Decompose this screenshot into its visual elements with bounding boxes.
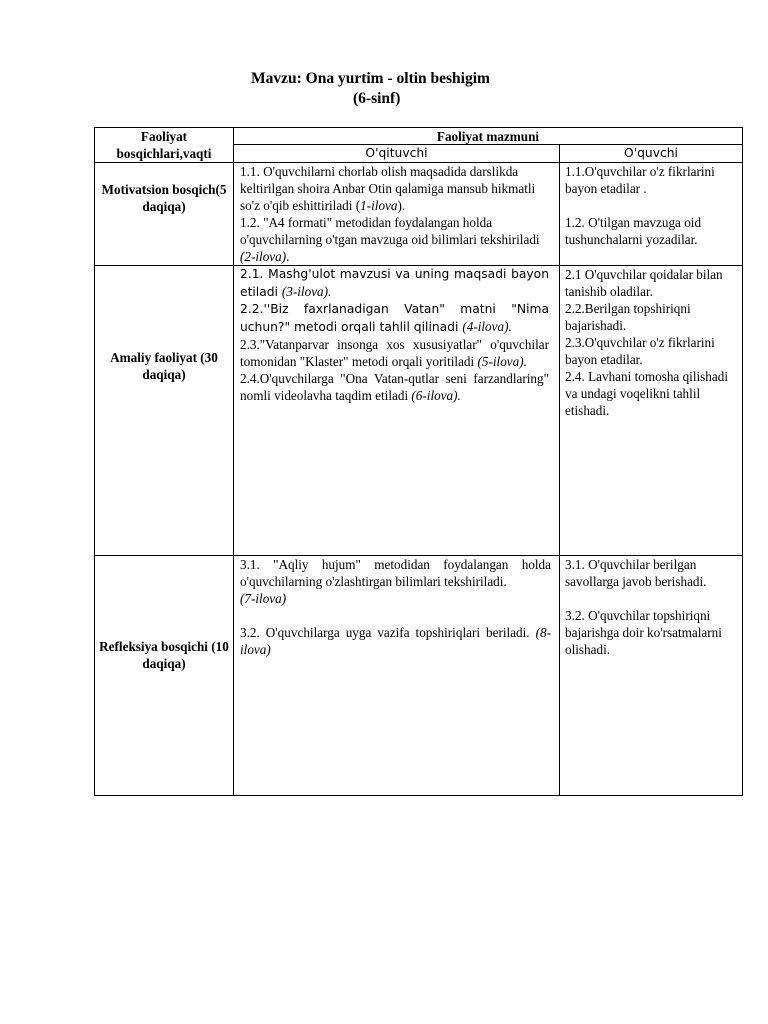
- header-stage-label: Faoliyat bosqichlari,vaqti: [116, 129, 212, 161]
- teacher-item: 2.4.O'quvchilarga "Ona Vatan-qutlar seni farzandlaring" nomli videolavha taqdim etiladi (6-ilova).: [240, 371, 549, 403]
- teacher-item: 3.2. O'quvchilarga uyga vazifa topshiriqlari beriladi. (8-ilova): [240, 625, 551, 657]
- student-item: 3.1. O'quvchilar berilgan savollarga javob berishadi.: [565, 557, 707, 589]
- header-teacher: [234, 145, 559, 162]
- student-item: 2.3.O'quvchilar o'z fikrlarini bayon etadilar.: [565, 335, 715, 367]
- stage-motivatsion: [98, 181, 230, 215]
- header-student: [560, 145, 742, 162]
- student-item: 1.2. O'tilgan mavzuga oid tushunchalarni yozadilar.: [565, 215, 702, 247]
- teacher-activities-amaliy: [240, 266, 549, 404]
- student-item: 2.2.Berilgan topshiriqni bajarishadi.: [565, 301, 691, 333]
- title-line-1: Mavzu: Ona yurtim - oltin beshigim: [251, 70, 490, 87]
- student-item: 2.1 O'quvchilar qoidalar bilan tanishib oladilar.: [565, 267, 723, 299]
- student-item: 3.2. O'quvchilar topshiriqni bajarishga doir ko'rsatmalarni olishadi.: [565, 608, 722, 657]
- header-content-label: Faoliyat mazmuni: [436, 129, 540, 144]
- stage-refleksiya: [98, 638, 230, 672]
- teacher-item: 2.1. Mashg'ulot mavzusi va uning maqsadi bayon etiladi (3-ilova).: [240, 267, 549, 299]
- teacher-item: 1.2. "A4 formati" metodidan foydalangan holda o'quvchilarning o'tgan mavzuga oid bilimlari tekshiriladi (2-ilova).: [240, 215, 540, 264]
- teacher-item: 2.3."Vatanparvar insonga xos xususiyatlar" o'quvchilar tomonidan "Klaster" metodi orqali yoritiladi (5-ilova).: [240, 337, 549, 369]
- student-item: 2.4. Lavhani tomosha qilishadi va undagi voqelikni tahlil etishadi.: [565, 369, 728, 418]
- stage-label: Refleksiya bosqichi (10 daqiqa): [99, 639, 229, 671]
- header-stage-column: [95, 128, 233, 162]
- student-activities-refleksiya: [565, 556, 737, 658]
- teacher-activities-refleksiya: [240, 556, 551, 658]
- header-student-label: O'quvchi: [624, 146, 678, 160]
- stage-label: Motivatsion bosqich(5 daqiqa): [101, 182, 227, 214]
- stage-amaliy: [98, 349, 230, 383]
- student-activities-amaliy: [565, 266, 737, 419]
- student-item: 1.1.O'quvchilar o'z fikrlarini bayon etadilar .: [565, 164, 715, 196]
- header-content: [234, 128, 742, 145]
- teacher-item: 2.2.''Biz faxrlanadigan Vatan" matni "Nima uchun?" metodi orqali tahlil qilinadi (4-ilova).: [240, 302, 549, 334]
- teacher-item: 3.1. "Aqliy hujum" metodidan foydalangan holda o'quvchilarning o'zlashtirgan bilimlari tekshiriladi. (7-ilova): [240, 557, 551, 606]
- title-line-2: (6-sinf): [353, 90, 401, 107]
- stage-label: Amaliy faoliyat (30 daqiqa): [110, 350, 218, 382]
- teacher-item: 1.1. O'quvchilarni chorlab olish maqsadida darslikda keltirilgan shoira Anbar Otin qalamiga mansub hikmatli so'z o'qib eshittiriladi (1-ilova).: [240, 164, 536, 213]
- teacher-activities-motivatsion: [240, 163, 553, 265]
- header-teacher-label: O'qituvchi: [365, 146, 428, 160]
- student-activities-motivatsion: [565, 163, 737, 248]
